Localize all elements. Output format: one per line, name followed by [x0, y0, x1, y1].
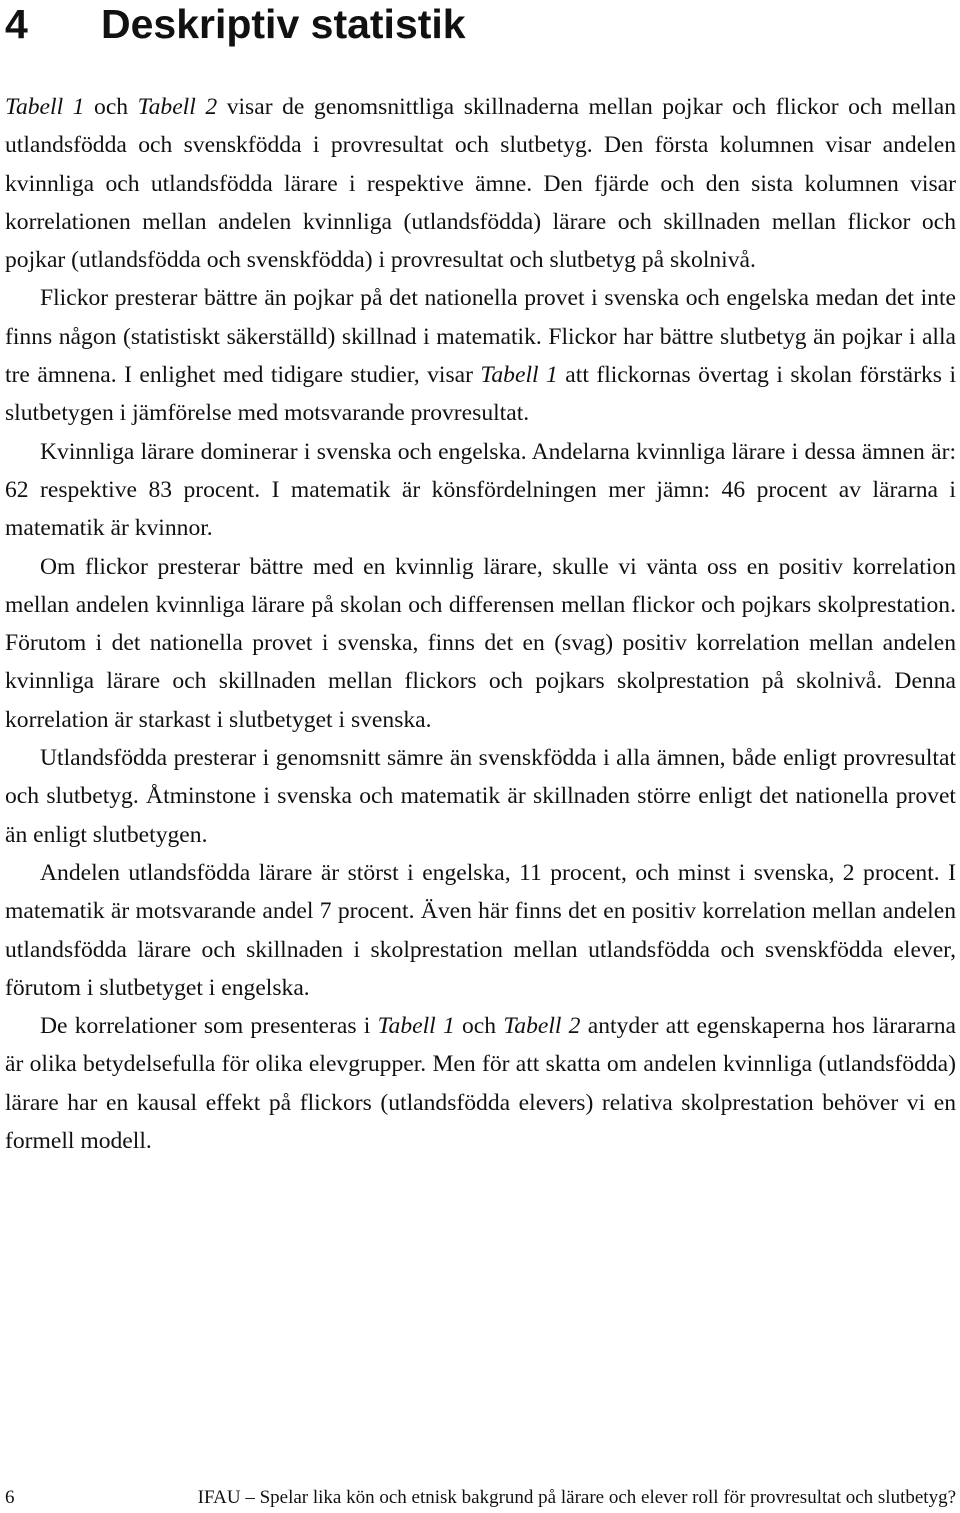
section-number: 4 [5, 1, 28, 47]
paragraph-text: och [84, 94, 138, 120]
section-title: Deskriptiv statistik [101, 1, 466, 47]
paragraph-text: och [454, 1013, 504, 1040]
page-number: 6 [5, 1487, 15, 1508]
table-reference: Tabell 1 [377, 1013, 455, 1040]
paragraph-2 [5, 279, 956, 432]
table-reference: Tabell 1 [5, 94, 85, 120]
paragraph-text: visar de genomsnittliga skillnaderna mellan pojkar och flickor och mellan utlandsfödda och svenskfödda i provresultat och slutbetyg. Den första kolumnen visar andelen kvinnliga och utlandsfödda lärare i respektive ämne. Den fjärde och den sista kolumnen visar korrelationen mellan andelen kvinnliga (utlandsfödda) lärare och skillnaden mellan flickor och pojkar (utlandsfödda och svenskfödda) i provresultat och slutbetyg på skolnivå. [5, 94, 956, 274]
paragraph-7 [5, 1007, 956, 1160]
paragraph-text: antyder att egenskaperna hos lärararna är olika betydelsefulla för olika elevgrupper. Men för att skatta om andelen kvinnliga (utlandsfödda) lärare har en kausal effekt på flickors (utlandsfödda elevers) relativa skolprestation behöver vi en formell modell. [5, 1013, 956, 1155]
table-reference: Tabell 1 [480, 362, 558, 389]
table-reference: Tabell 2 [137, 94, 218, 120]
paragraph-1 [5, 88, 956, 279]
body-text [5, 88, 956, 1160]
paragraph-4: Om flickor presterar bättre med en kvinnlig lärare, skulle vi vänta oss en positiv korrelation mellan andelen kvinnliga lärare på skolan och differensen mellan flickor och pojkars skolprestation. Förutom i det nationella provet i svenska, finns det en (svag) positiv korrelation mellan andelen kvinnliga lärare och skillnaden mellan flickors och pojkars skolprestation på skolnivå. Denna korrelation är starkast i slutbetyget i svenska. [5, 553, 956, 733]
document-page [5, 0, 956, 1160]
paragraph-6: Andelen utlandsfödda lärare är störst i engelska, 11 procent, och minst i svenska, 2 procent. I matematik är motsvarande andel 7 procent. Även här finns det en positiv korrelation mellan andelen utlandsfödda lärare och skillnaden i skolprestation mellan utlandsfödda och svenskfödda elever, förutom i slutbetyget i engelska. [5, 859, 956, 1001]
running-title: IFAU – Spelar lika kön och etnisk bakgrund på lärare och elever roll för provresultat och slutbetyg? [197, 1487, 956, 1508]
table-reference: Tabell 2 [503, 1013, 581, 1040]
paragraph-text: De korrelationer som presenteras i [40, 1013, 378, 1040]
section-heading [5, 0, 956, 46]
paragraph-text: Flickor presterar bättre än pojkar på det nationella provet i svenska och engelska medan det inte finns någon (statistiskt säkerställd) skillnad i matematik. Flickor har bättre slutbetyg än pojkar i alla tre ämnena. I enlighet med tidigare studier, visar [5, 285, 956, 389]
paragraph-3: Kvinnliga lärare dominerar i svenska och engelska. Andelarna kvinnliga lärare i dessa ämnen är: 62 respektive 83 procent. I matematik är könsfördelningen mer jämn: 46 procent av lärarna i matematik är kvinnor. [5, 438, 956, 542]
paragraph-5: Utlandsfödda presterar i genomsnitt sämre än svenskfödda i alla ämnen, både enligt provresultat och slutbetyg. Åtminstone i svenska och matematik är skillnaden större enligt det nationella provet än enligt slutbetygen. [5, 745, 956, 848]
paragraph-text: att flickornas övertag i skolan förstärks i slutbetygen i jämförelse med motsvarande provresultat. [5, 362, 957, 427]
